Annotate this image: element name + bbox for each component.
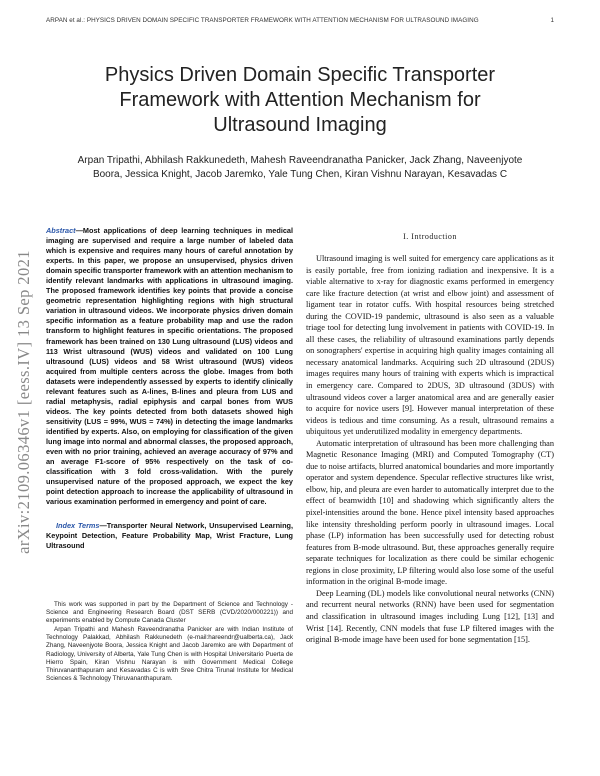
section-heading-introduction: I. Introduction	[403, 232, 457, 241]
title-line-3: Ultrasound Imaging	[213, 114, 387, 136]
authors-line-1: Arpan Tripathi, Abhilash Rakkunedeth, Mahesh Raveendranatha Panicker, Jack Zhang, Naveenjyote	[77, 155, 523, 166]
index-terms-label: Index Terms	[56, 521, 100, 531]
abstract-label: Abstract	[46, 226, 76, 235]
intro-paragraph-1: Ultrasound imaging is well suited for emergency care applications as it is easily portable, free from ionizing radiation and inexpensive. It is a viable alternative to x-ray for diagnostic exams performed in emergency care like fracture detection (at wrist and elbow joint) and assessment of ligament tear in rotator cuffs. With hospital resources being stretched during the COVID-19 pandemic, ultrasound is also seen as a valuable triage tool for detecting lung involvement in patients with COVID-19. In all these cases, the reliability of ultrasound examinations partly depends on sonographers' expertise in acquiring high quality images containing all necessary anatomical landmarks. Acquiring such 2D ultrasound (2DUS) images requires many hours of training with experts which is impractical in emergency care. Compared to 2DUS, 3D ultrasound (3DUS) with ultrasound videos cover a larger anatomical area and are generally easier to acquire for novice users [9]. However manual interpretation of these videos is tedious and time consuming. As a result, ultrasound remains a ubiquitous yet underutilized modality in emergency departments.	[306, 254, 554, 437]
title-line-1: Physics Driven Domain Specific Transporter	[104, 64, 496, 86]
intro-paragraph-2: Automatic interpretation of ultrasound has been more challenging than Magnetic Resonance Imaging (MRI) and Computed Tomography (CT) due to noise artifacts, blurred anatomical boundaries and more importantly operator and system dependence. Specular reflective structures like wrist, elbow, hip, and pleura are even harder to automatically interpret due to the effect of beamwidth [10] and shadowing which significantly alters the pixel-intensities around the bone. Hence pixel intensity based approaches like intensity thresholding perform poorly in ultrasound images. Local phase (LP) information has been successfully used for detecting robust features from B-mode ultrasound. But, these approaches generally require separate techniques for localization as there could be similar echogenic regions in close proximity, LP filtering would also lose some of the useful information in the original B-mode image.	[306, 438, 554, 587]
abstract-text: —Most applications of deep learning techniques in medical imaging are supervised and require a large number of labeled data which is expensive and requires many hours of careful annotation by experts. In this paper, we propose an unsupervised, physics driven domain specific transporter framework with an attention mechanism to identify relevant landmarks with applications in ultrasound imaging. The proposed framework identifies key points that provide a concise geometric representation highlighting regions with high structural variation in ultrasound videos. We incorporate physics driven domain specific information as a feature probability map and use the radon transform to highlight features in specific orientations. The proposed framework has been trained on 130 Lung ultrasound (LUS) videos and 113 Wrist ultrasound (WUS) videos and validated on 100 Lung ultrasound (LUS) videos and 58 Wrist ultrasound (WUS) videos acquired from multiple centers across the globe. Images from both datasets were independently assessed by experts to identify clinically relevant features such as A-lines, B-lines and pleura from LUS and radial metaphysis, radial epiphysis and carpal bones from WUS videos. The key points detected from both datasets showed high sensitivity (LUS = 99%, WUS = 74%) in detecting the image landmarks identified by experts. Also, on employing for classification of the given lung image into normal and abnormal classes, the proposed approach, even with no prior training, achieved an average accuracy of 97% and an average F1-score of 95% respectively on the task of co-classification with 3 fold cross-validation. With the purely unsupervised nature of the proposed approach, we expect the key point detection approach to increase the applicability of ultrasound in various examination performed in emergency and point of care.	[46, 226, 293, 507]
left-column	[46, 226, 293, 551]
arxiv-stamp	[14, 232, 34, 572]
author-list	[60, 154, 540, 182]
index-terms-text: —Transporter Neural Network, Unsupervised Learning, Keypoint Detection, Feature Probability Map, Wrist Fracture, Lung Ultrasound	[46, 521, 294, 551]
arxiv-identifier: arXiv:2109.06346v1 [eess.IV] 13 Sep 2021	[14, 250, 34, 554]
footnote-funding: This work was supported in part by the Department of Science and Technology - Science and Engineering Research Board (DST SERB (CVD/2020/000221)) and experiments enabled by Compute Canada Cluster	[46, 601, 293, 625]
authors-line-2: Boora, Jessica Knight, Jacob Jaremko, Yale Tung Chen, Kiran Vishnu Narayan, Kesavadas C	[92, 169, 508, 180]
footnote	[46, 601, 293, 684]
right-column	[306, 232, 554, 646]
running-title: ARPAN et al.: PHYSICS DRIVEN DOMAIN SPECIFIC TRANSPORTER FRAMEWORK WITH ATTENTION MECHANISM FOR ULTRASOUND IMAGING	[46, 17, 479, 24]
running-header	[46, 17, 554, 24]
abstract	[46, 226, 293, 507]
intro-paragraph-3: Deep Learning (DL) models like convolutional neural networks (CNN) and recurrent neural networks (RNN) have been used for segmentation and classification in ultrasound images including Lung [12], [13] and Wrist [14]. Recently, CNN models that fuse LP filtered images with the original B-mode image have been used for bone segmentation [15].	[306, 588, 554, 645]
page-number: 1	[550, 17, 554, 24]
title-line-2: Framework with Attention Mechanism for	[119, 89, 481, 111]
paper-title	[46, 63, 554, 138]
footnote-affiliations: Arpan Tripathi and Mahesh Raveendranatha Panicker are with Indian Institute of Technology Palakkad, Abhilash Rakkunedeth (e-mail:hareendr@ualberta.ca), Jack Zhang, Naveenjyote Boora, Jessica Knight and Jacob Jaremko are with Department of Radiology, University of Alberta, Yale Tung Chen is with Hospital Universitario Puerta de Hierro Spain, Kiran Vishnu Narayan is with Government Medical College Thiruvananthapuram and Kesavadas C is with Sree Chitra Tirunal Institute for Medical Sciences & Technology Thiruvananthapuram.	[46, 626, 293, 682]
index-terms	[46, 521, 293, 551]
